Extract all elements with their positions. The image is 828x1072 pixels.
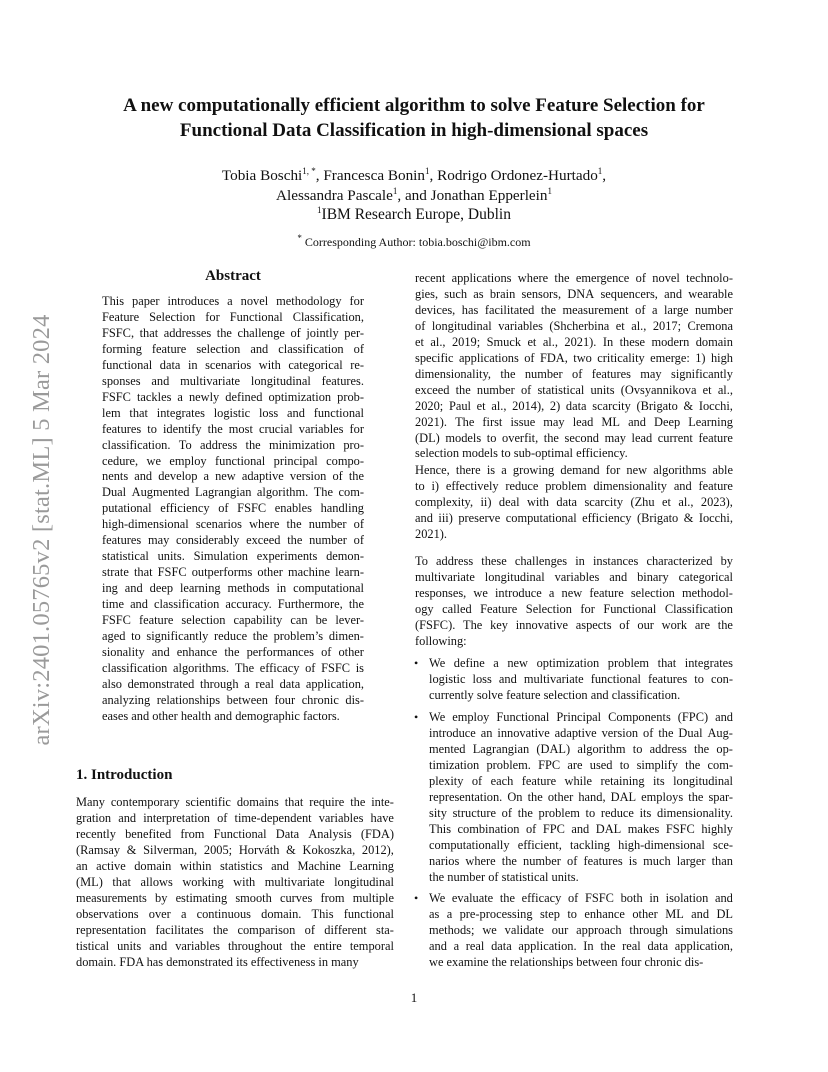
section-heading: 1. Introduction — [76, 767, 173, 783]
text-line: recently benefited from Functional Data Analysis (FDA) — [76, 826, 394, 841]
text-line: also demonstrated through a real data application, — [102, 676, 364, 691]
text-line: sponses and multivariate longitudinal features. — [102, 373, 364, 388]
text-line: ogy called Feature Selection for Functional Classification — [415, 601, 733, 616]
text-line: Many contemporary scientific domains that require the inte- — [76, 795, 394, 809]
text-line: methods; we validate our approach through simulations — [429, 922, 733, 937]
text-line: mented Lagrangian (DAL) algorithm to address the op- — [429, 741, 733, 756]
text-line: high-dimensional scenarios where the number of — [102, 517, 364, 532]
text-line: devices, has facilitated the measurement of a large number — [415, 302, 733, 317]
text-line: (ML) that allows working with multivariate longitudinal — [76, 874, 394, 889]
text-line: computationally efficient, tackling high-dimensional sce- — [429, 837, 733, 852]
text-line: sionality and enhance the performances of other — [102, 644, 364, 659]
text-line: This paper introduces a novel methodology for — [102, 294, 364, 308]
right-paragraph-1 — [415, 271, 733, 462]
text-line: timization problem. FPC are used to simplify the com- — [429, 757, 733, 772]
text-line: narios where the number of features is much larger than — [429, 853, 733, 868]
text-line: 2020; Paul et al., 2014), 2) data scarcity (Brigato & Iocchi, — [415, 398, 733, 413]
text-line: following: — [415, 633, 467, 648]
text-line: and iii) preserve computational efficiency (Brigato & Iocchi, — [415, 510, 733, 525]
text-line: eases and other health and demographic factors. — [102, 708, 340, 723]
text-line: We employ Functional Principal Components (FPC) and — [429, 710, 733, 724]
text-line: forming feature selection and classification of — [102, 341, 364, 356]
text-line: functional data in scenarios with categorical re- — [102, 357, 364, 372]
text-line: features may considerably exceed the number of — [102, 533, 364, 548]
text-line: domain. FDA has demonstrated its effectiveness in many — [76, 954, 359, 969]
text-line: gies, such as brain sensors, DNA sequencers, and wearable — [415, 286, 733, 301]
text-line: time and classification accuracy. Furthermore, the — [102, 597, 364, 612]
bullet-item-3 — [429, 891, 733, 971]
text-line: et al., 2019; Smuck et al., 2021). In these modern domain — [415, 334, 733, 349]
introduction-body — [76, 795, 394, 970]
text-line: sity structure of the problem to reduce its dimensionality. — [429, 805, 733, 820]
text-line: 2021). — [415, 526, 448, 541]
title-line: Functional Data Classification in high-dimensional spaces — [179, 120, 649, 141]
bullet-icon: • — [414, 656, 419, 670]
text-line: We define a new optimization problem that integrates — [429, 656, 733, 670]
text-line: specific applications of FDA, two criticality emerge: 1) high — [415, 350, 733, 365]
text-line: aged to significantly reduce the problem’s dimen- — [102, 629, 364, 644]
abstract-body — [102, 294, 364, 725]
author-line-2: Alessandra Pascale$^1$, and Jonathan Epperlein$^1$ — [276, 185, 552, 204]
text-line: nents and develop a new adaptive version of the — [102, 469, 364, 484]
page-number: 1 — [410, 990, 418, 1005]
right-paragraph-3 — [415, 554, 733, 650]
text-line: classification. To address the minimization pro- — [102, 437, 364, 452]
text-line: selection models to sub-optimal efficiency. — [415, 446, 628, 461]
text-line: we examine the relationships between four chronic dis- — [429, 954, 704, 969]
bullet-icon: • — [414, 891, 419, 905]
text-line: strate that FSFC outperforms other machine learn- — [102, 565, 364, 580]
text-line: FSFC tackles a newly defined optimization prob- — [102, 389, 364, 404]
corresponding-author: * Corresponding Author: tobia.boschi@ibm.com — [297, 233, 531, 249]
text-line: tistical units and variables throughout the entire temporal — [76, 938, 394, 953]
title-line: A new computationally efficient algorithm to solve Feature Selection for — [123, 95, 705, 116]
text-line: lem that integrates logistic loss and functional — [102, 405, 364, 420]
text-line: observations over a continuous domain. This functional — [76, 906, 394, 921]
text-line: 2021). The first issue may lead ML and Deep Learning — [415, 414, 733, 429]
text-line: putational efficiency of FSFC enables handling — [102, 501, 364, 516]
text-line: logistic loss and multivariate functional features to con- — [429, 671, 733, 686]
text-line: Hence, there is a growing demand for new algorithms able — [415, 463, 733, 477]
text-line: responses, we introduce a new feature selection methodol- — [415, 585, 733, 600]
text-line: We evaluate the efficacy of FSFC both in isolation and — [429, 891, 733, 905]
bullet-item-2 — [429, 710, 733, 885]
text-line: recent applications where the emergence of novel technolo- — [415, 271, 733, 285]
text-line: representation. On the other hand, DAL employs the spar- — [429, 789, 733, 804]
text-line: of longitudinal variables (Shcherbina et al., 2017; Cremona — [415, 318, 733, 333]
text-line: dimensionality, the number of features may significantly — [415, 366, 733, 381]
text-line: to i) effectively reduce problem dimensionality and feature — [415, 478, 733, 493]
bullet-item-1 — [429, 656, 733, 704]
text-line: measurements by estimating smooth curves from multiple — [76, 890, 394, 905]
text-line: cedure, we employ functional principal compo- — [102, 453, 364, 468]
text-line: FSFC, that addresses the challenge of jointly per- — [102, 325, 364, 340]
text-line: To address these challenges in instances characterized by — [415, 554, 733, 568]
text-line: classification algorithms. The efficacy of FSFC is — [102, 660, 364, 675]
text-line: features to identify the most crucial variables for — [102, 421, 364, 436]
paper-title — [80, 93, 748, 143]
text-line: introduce an innovative adaptive version of the Dual Aug- — [429, 725, 733, 740]
author-line-1: Tobia Boschi$^{1, *}$, Francesca Bonin$^1$, Rodrigo Ordonez-Hurtado$^1$, — [221, 165, 607, 184]
text-line: Dual Augmented Lagrangian algorithm. The com- — [102, 485, 364, 500]
right-paragraph-2 — [415, 463, 733, 543]
text-line: multivariate longitudinal variables and binary categorical — [415, 569, 733, 584]
text-line: and a real data application. In the real data application, — [429, 938, 733, 953]
affiliation: $^1$IBM Research Europe, Dublin — [317, 204, 511, 223]
text-line: currently solve feature selection and classification. — [429, 687, 681, 702]
abstract-heading: Abstract — [205, 268, 261, 284]
author-list — [80, 166, 748, 206]
text-line: (FSFC). The key innovative aspects of our work are the — [415, 617, 733, 632]
text-line: (DL) models to overfit, the second may lead current feature — [415, 430, 733, 445]
bullet-icon: • — [414, 710, 419, 724]
text-line: Feature Selection for Functional Classification, — [102, 309, 364, 324]
text-line: statistical units. Simulation experiments demon- — [102, 549, 364, 564]
text-line: exceed the number of statistical units (Ovsyannikova et al., — [415, 382, 733, 397]
arxiv-stamp: arXiv:2401.05765v2 [stat.ML] 5 Mar 2024 — [28, 314, 55, 746]
text-line: gration and interpretation of time-dependent variables have — [76, 810, 394, 825]
text-line: FSFC feature selection capability can be lever- — [102, 613, 364, 628]
text-line: representation facilitates the comparison of different sta- — [76, 922, 394, 937]
text-line: plexity of each feature while retaining its longitudinal — [429, 773, 733, 788]
text-line: as a pre-processing step to enhance other ML and DL — [429, 906, 733, 921]
text-line: analyzing relationships between four chronic dis- — [102, 692, 364, 707]
text-line: ing and deep learning methods in computational — [102, 581, 364, 596]
text-line: the number of statistical units. — [429, 869, 579, 884]
text-line: an active domain within statistics and Machine Learning — [76, 858, 394, 873]
text-line: (Ramsay & Silverman, 2005; Horváth & Kokoszka, 2012), — [76, 842, 394, 857]
text-line: complexity, ii) deal with data scarcity (Zhu et al., 2023), — [415, 494, 733, 509]
text-line: This combination of FPC and DAL makes FSFC highly — [429, 821, 733, 836]
